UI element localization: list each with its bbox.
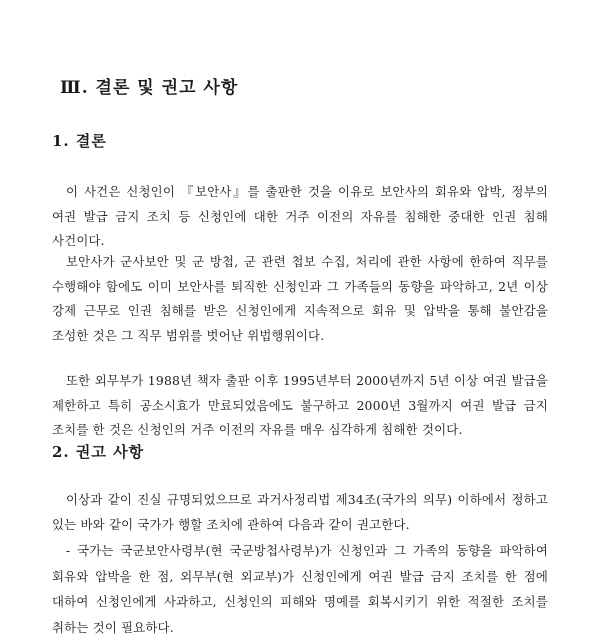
section-title-recommendations: 2. 권고 사항 <box>52 443 145 461</box>
section-title-conclusion: 1. 결론 <box>52 132 107 150</box>
recommendation-paragraph-1: 이상과 같이 진실 규명되었으므로 과거사정리법 제34조(국가의 의무) 이하에서 정하고 있는 바와 같이 국가가 행할 조치에 관하여 다음과 같이 권고한다. <box>52 492 548 532</box>
conclusion-paragraph-3: 또한 외무부가 1988년 책자 출판 이후 1995년부터 2000년까지 5년 이상 여권 발급을 제한하고 특히 공소시효가 만료되었음에도 불구하고 2000년 3월까지 여권 발급 금지 조치를 한 것은 신청인의 거주 이전의 자유를 매우 심각하게 침해한 것이다. <box>52 373 548 437</box>
chapter-title: Ⅲ. 결론 및 권고 사항 <box>60 78 239 98</box>
conclusion-paragraph-2: 보안사가 군사보안 및 군 방첩, 군 관련 첩보 수집, 처리에 관한 사항에 한하여 직무를 수행해야 함에도 이미 보안사를 퇴직한 신청인과 그 가족들의 동향을 파악하고, 2년 이상 강제 근무로 인권 침해를 받은 신청인에게 지속적으로 회유 및 압박을 통해 불안감을 조성한 것은 그 직무 범위를 벗어난 위법행위이다. <box>52 254 548 343</box>
recommendation-paragraph-2: - 국가는 국군보안사령부(현 국군방첩사령부)가 신청인과 그 가족의 동향을 파악하여 회유와 압박을 한 점, 외무부(현 외교부)가 신청인에게 여권 발급 금지 조치를 한 점에 대하여 신청인에게 사과하고, 신청인의 피해와 명예를 회복시키기 위한 적절한 조치를 취하는 것이 필요하다. <box>52 543 548 635</box>
conclusion-paragraph-1: 이 사건은 신청인이 『보안사』를 출판한 것을 이유로 보안사의 회유와 압박, 정부의 여권 발급 금지 조치 등 신청인에 대한 거주 이전의 자유를 침해한 중대한 인권 침해 사건이다. <box>52 184 548 248</box>
